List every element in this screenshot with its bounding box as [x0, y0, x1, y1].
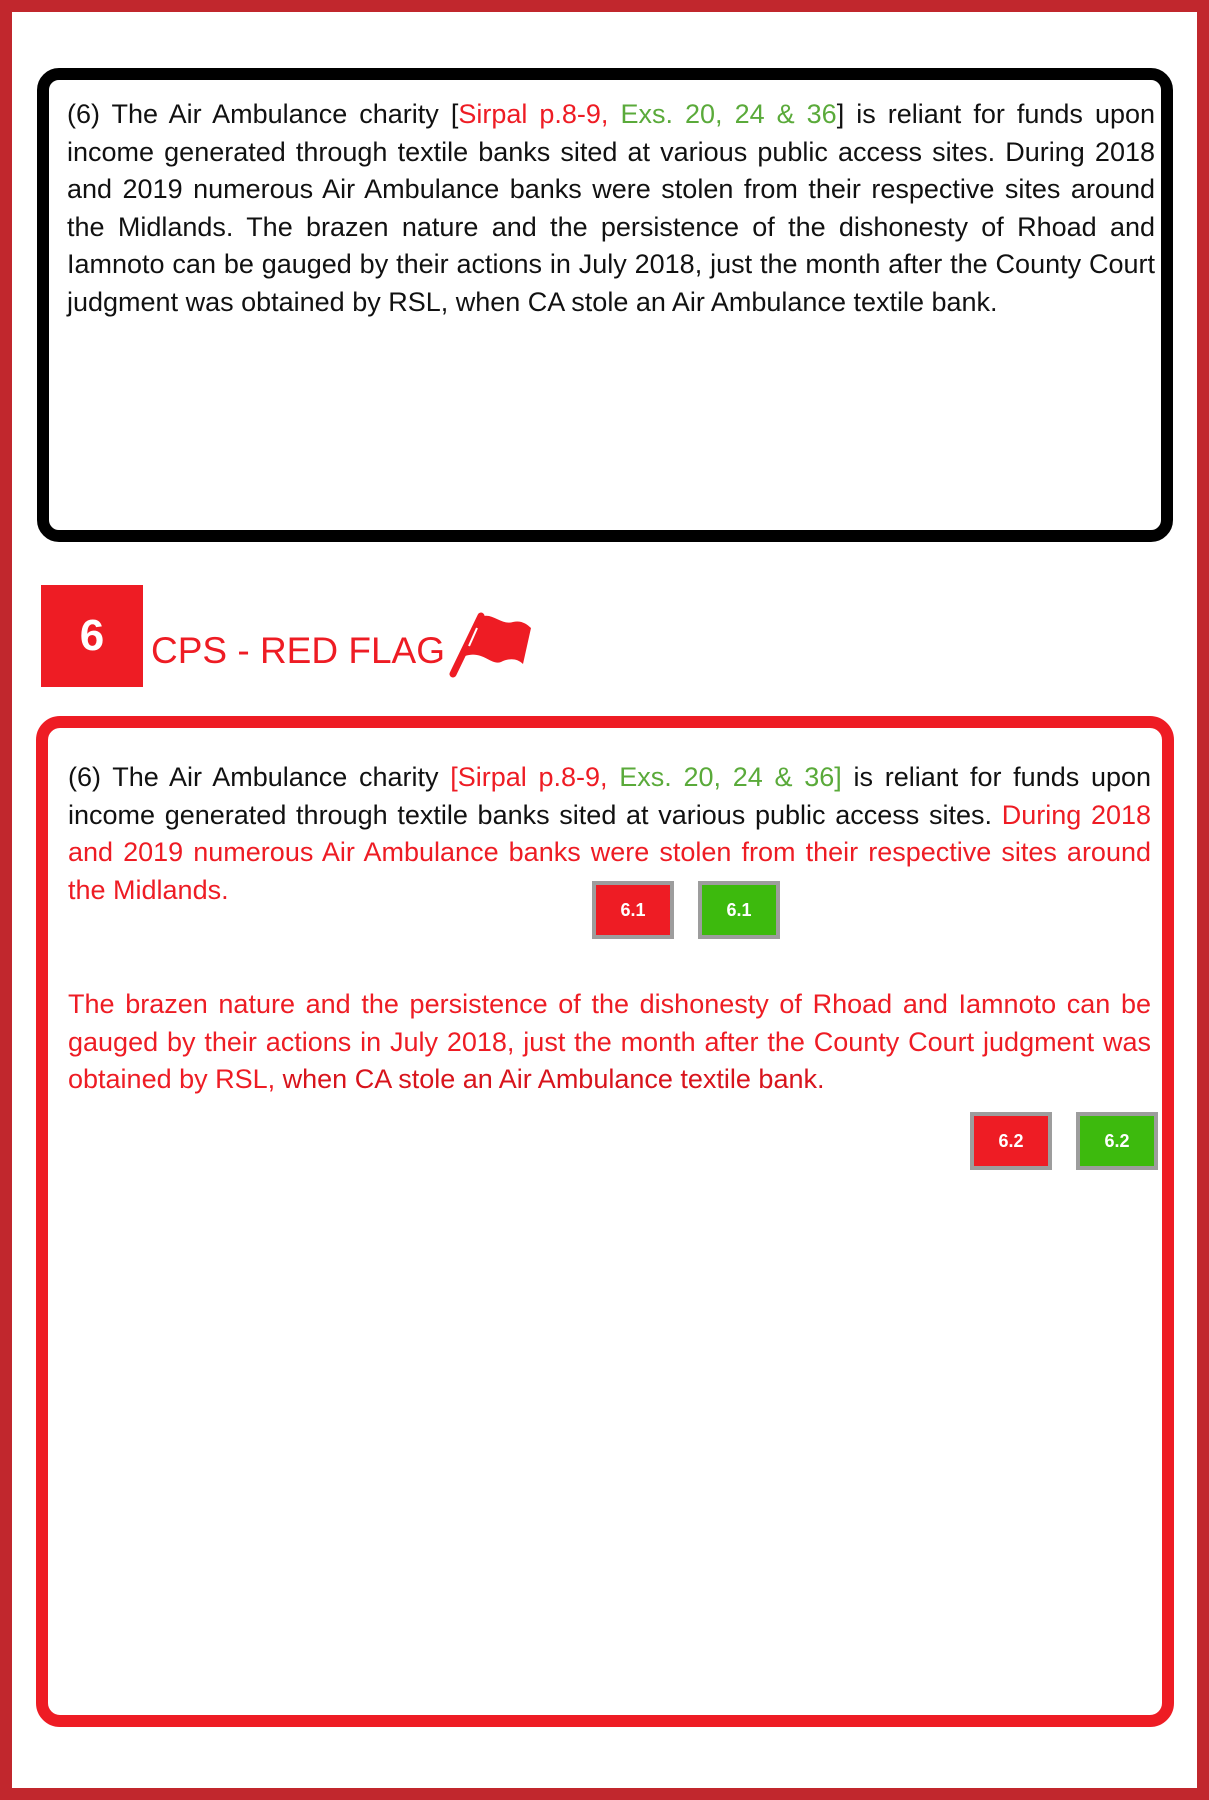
highlight-6-2: The brazen nature and the persistence of the dishonesty of Rhoad and Iamnoto can be gauged by their actions in July 2018, just the month after the County Court judgment was obtained by RSL,: [68, 989, 1151, 1094]
tag-6-2-red[interactable]: 6.2: [970, 1112, 1052, 1170]
para-number: (6): [67, 99, 100, 129]
tag-6-2-green[interactable]: 6.2: [1076, 1112, 1158, 1170]
original-text-box: [37, 68, 1173, 542]
annotated-paragraph-1: (6) The Air Ambulance charity [Sirpal p.8-9, Exs. 20, 24 & 36] is reliant for funds upon income generated through textile banks sited at various public access sites. During 2018 and 2019 numerous Air Ambulance banks were stolen from their respective sites around the Midlands.: [68, 762, 1152, 905]
sirpal-reference: Sirpal p.8-9,: [458, 99, 621, 129]
tag-6-1-red[interactable]: 6.1: [592, 881, 674, 939]
exhibits-reference: Exs. 20, 24 & 36]: [619, 762, 842, 792]
para-number: (6): [68, 762, 101, 792]
section-number-badge: 6: [41, 585, 143, 687]
exhibits-reference: Exs. 20, 24 & 36: [620, 99, 837, 129]
original-paragraph: (6) The Air Ambulance charity [Sirpal p.8-9, Exs. 20, 24 & 36] is reliant for funds upon income generated through textile banks sited at various public access sites. During 2018 and 2019 numerous Air Ambulance banks were stolen from their respective sites around the Midlands. The brazen nature and the persistence of the dishonesty of Rhoad and Iamnoto can be gauged by their actions in July 2018, just the month after the County Court judgment was obtained by RSL, when CA stole an Air Ambulance textile bank.: [67, 99, 1156, 317]
tag-6-1-green[interactable]: 6.1: [698, 881, 780, 939]
red-flag-icon: [443, 606, 535, 678]
annotated-text-box: [36, 716, 1174, 1727]
annotated-paragraph-2: [68, 986, 1151, 1099]
sirpal-reference: [Sirpal p.8-9,: [450, 762, 620, 792]
highlight-6-1: During 2018 and 2019 numerous Air Ambulance banks were stolen from their respective sites around the Midlands.: [68, 799, 1152, 905]
highlight-6-2-emphasis: when CA stole an Air Ambulance textile bank.: [282, 1064, 825, 1094]
section-title: CPS - RED FLAG: [151, 630, 445, 671]
